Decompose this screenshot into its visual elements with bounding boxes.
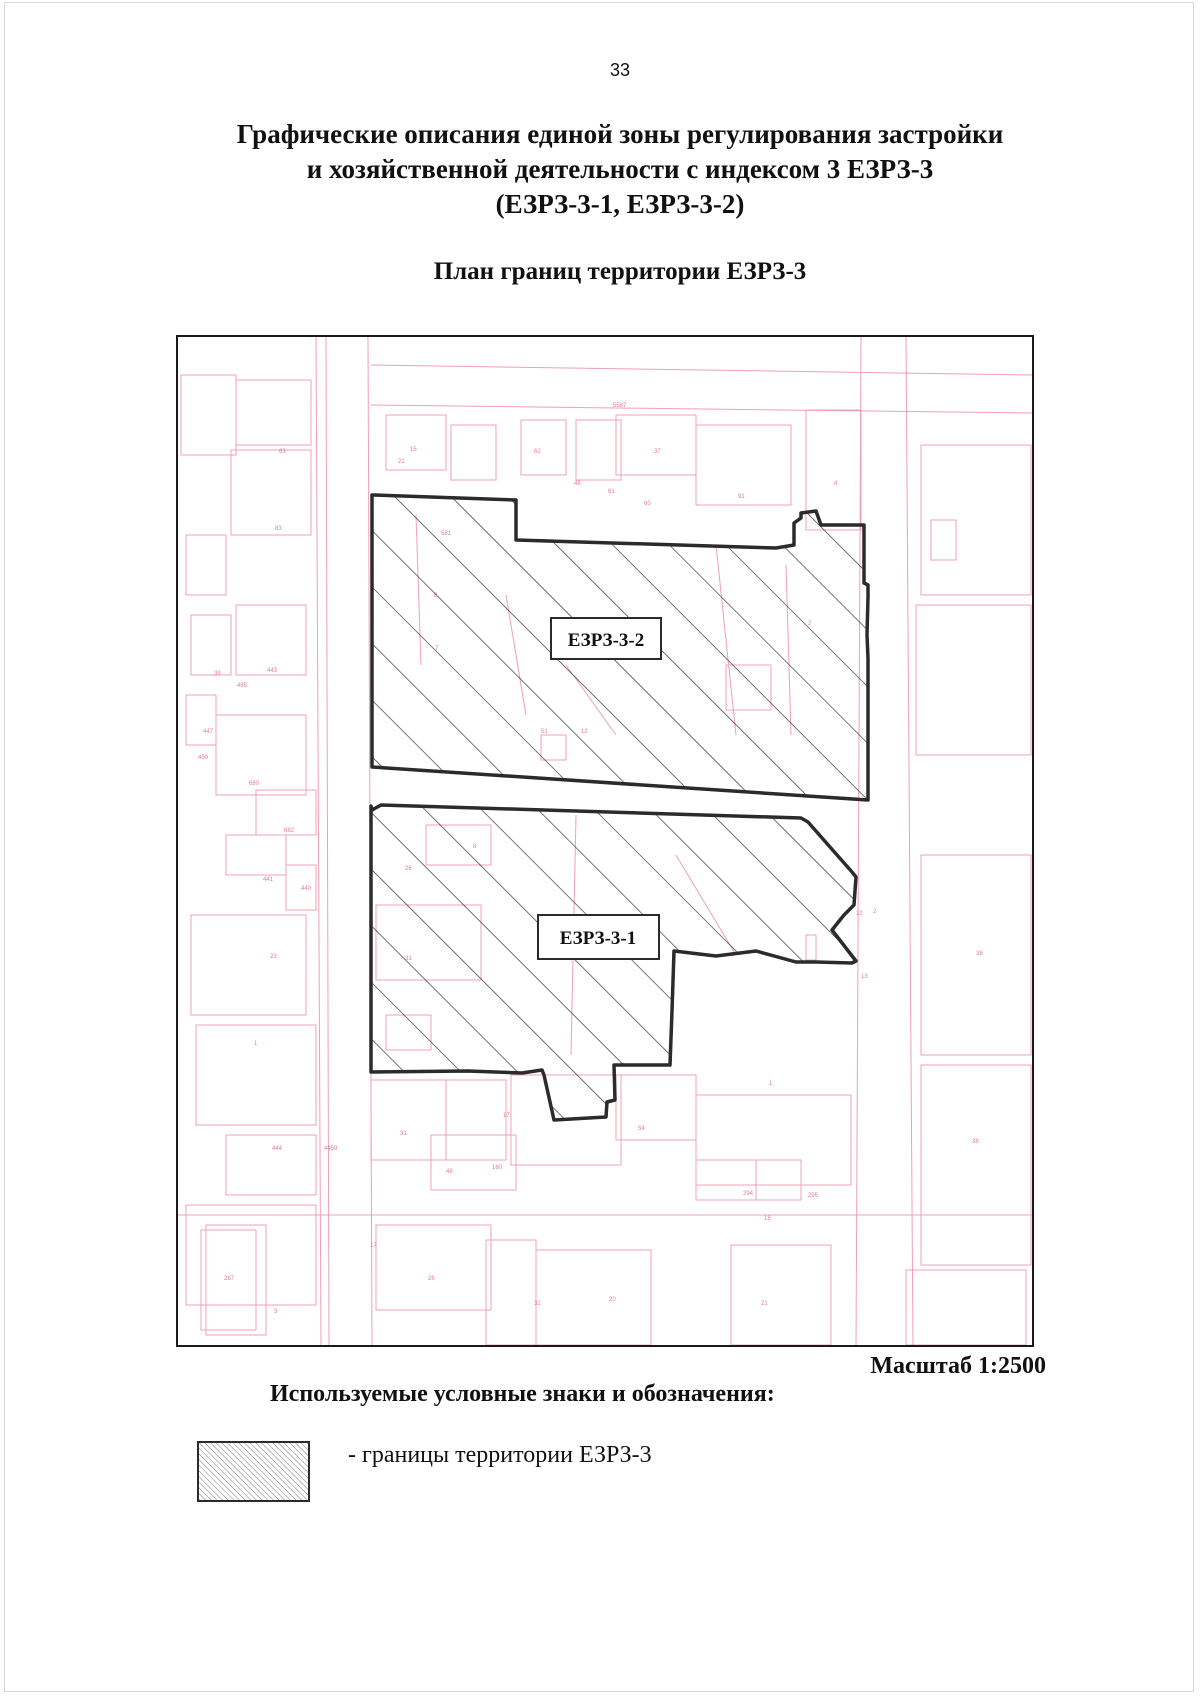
- parcel-number: 443: [267, 668, 278, 674]
- zone-label-text: ЕЗРЗ-3-1: [559, 928, 637, 949]
- parcel-number: 18: [764, 1216, 771, 1222]
- parcel-number: 38: [976, 951, 983, 957]
- parcel-number: 447: [203, 729, 214, 735]
- parcel-number: 63: [279, 449, 286, 455]
- parcel-number: 60: [644, 501, 651, 507]
- parcel-number: 4: [834, 481, 838, 487]
- parcel-number: 160: [492, 1165, 503, 1171]
- parcel-number: 1: [769, 1081, 773, 1087]
- parcel-number: 20: [609, 1297, 616, 1303]
- parcel-number: 3: [274, 1309, 278, 1315]
- parcel-number: 444: [272, 1146, 283, 1152]
- parcel-number: 17: [370, 1243, 377, 1249]
- boundary-plan-map: [176, 335, 1034, 1347]
- parcel-number: 83: [275, 526, 282, 532]
- parcel-number: 485: [237, 683, 248, 689]
- parcel-number: 15: [410, 447, 417, 453]
- parcel-number: 91: [738, 494, 745, 500]
- parcel-number: 440: [301, 886, 312, 892]
- parcel-number: 61: [608, 489, 615, 495]
- title-line-2: и хозяйственной деятельности с индексом 3 ЕЗРЗ-3: [306, 154, 934, 184]
- parcel-number: 54: [638, 1126, 645, 1132]
- parcel-number: 38: [972, 1139, 979, 1145]
- title-line-1: Графические описания единой зоны регулирования застройки: [236, 119, 1004, 149]
- parcel-number: 450: [198, 755, 209, 761]
- parcel-number: 294: [743, 1191, 754, 1197]
- map-subtitle: План границ территории ЕЗРЗ-3: [433, 258, 807, 285]
- parcel-number: 441: [263, 877, 274, 883]
- zone-label-ezrz-3-1: [538, 915, 659, 959]
- parcel-number: 21: [761, 1301, 768, 1307]
- parcel-number: 17: [503, 1113, 510, 1119]
- legend-item-text: - границы территории ЕЗРЗ-3: [348, 1442, 652, 1468]
- map-scale: Масштаб 1:2500: [870, 1353, 1046, 1379]
- page-number: 33: [609, 60, 631, 80]
- parcel-number: 23: [270, 954, 277, 960]
- legend-swatch-hatched: [197, 1441, 310, 1502]
- parcel-number: 680: [249, 781, 260, 787]
- parcel-number: 48: [446, 1169, 453, 1175]
- zone-label-text: ЕЗРЗ-3-2: [567, 630, 645, 651]
- parcel-number: 2: [873, 909, 877, 915]
- parcel-number: 31: [400, 1131, 407, 1137]
- parcel-number: 287: [224, 1276, 235, 1282]
- parcel-number: 13: [861, 974, 868, 980]
- parcel-number: 4459: [324, 1146, 338, 1152]
- page-title: [0, 117, 1200, 222]
- parcel-number: 26: [428, 1276, 435, 1282]
- parcel-number: 21: [398, 459, 405, 465]
- parcel-number: 682: [284, 828, 295, 834]
- parcel-number: 1: [254, 1041, 258, 1047]
- parcel-number: 62: [534, 449, 541, 455]
- parcel-number: 48: [574, 481, 581, 487]
- parcel-number: 295: [808, 1193, 819, 1199]
- parcel-number: 12: [856, 911, 863, 917]
- parcel-number: 37: [654, 449, 661, 455]
- zone-label-ezrz-3-2: [551, 618, 661, 659]
- title-line-3: (ЕЗРЗ-3-1, ЕЗРЗ-3-2): [495, 189, 745, 219]
- legend-title: Используемые условные знаки и обозначения:: [270, 1381, 775, 1407]
- parcel-number: 5587: [613, 403, 627, 409]
- parcel-number: 32: [534, 1301, 541, 1307]
- parcel-number: 39: [214, 671, 221, 677]
